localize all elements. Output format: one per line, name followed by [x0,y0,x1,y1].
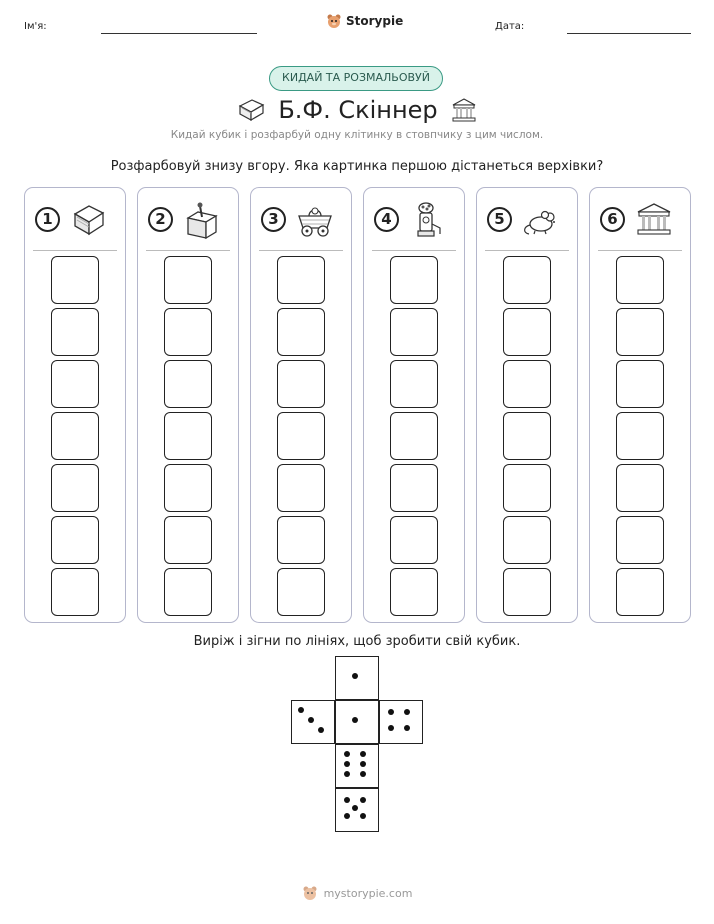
coloring-cell[interactable] [277,308,325,356]
coloring-cell[interactable] [616,568,664,616]
column-number: 1 [35,207,60,232]
column-header [25,188,125,250]
column-divider [146,250,230,251]
coloring-cell[interactable] [390,308,438,356]
coloring-cell[interactable] [390,464,438,512]
column-divider [372,250,456,251]
die-pip [388,725,394,731]
die-pip [344,761,350,767]
coloring-cell[interactable] [164,516,212,564]
date-field-line[interactable] [567,33,691,34]
date-label: Дата: [495,21,525,32]
name-field-line[interactable] [101,33,257,34]
die-pip [344,771,350,777]
die-pip [360,813,366,819]
coloring-cell[interactable] [164,568,212,616]
column-number: 3 [261,207,286,232]
footer [0,885,714,901]
column-divider [598,250,682,251]
coloring-cell[interactable] [51,568,99,616]
coloring-cell[interactable] [277,568,325,616]
die-face-top [335,656,379,700]
column-header [477,188,577,250]
coloring-cell[interactable] [390,412,438,460]
coloring-cell[interactable] [51,360,99,408]
coloring-cell[interactable] [616,516,664,564]
die-face-below-1 [335,744,379,788]
die-pip [344,813,350,819]
coloring-cell[interactable] [277,516,325,564]
university-building-icon [450,96,478,124]
activity-badge: КИДАЙ ТА РОЗМАЛЬОВУЙ [269,66,443,91]
coloring-cell[interactable] [277,360,325,408]
coloring-cell[interactable] [616,412,664,460]
university-building-icon [634,200,674,240]
coloring-cell[interactable] [503,516,551,564]
book-icon [236,96,266,124]
coloring-cell[interactable] [51,256,99,304]
column-1 [24,187,126,623]
column-number: 4 [374,207,399,232]
coloring-cell[interactable] [503,360,551,408]
die-pip [360,761,366,767]
name-label: Ім'я: [24,21,47,32]
footer-url[interactable]: mystorypie.com [323,886,413,900]
die-pip [360,751,366,757]
die-pip [360,797,366,803]
coloring-cell[interactable] [164,412,212,460]
wagon-icon [295,200,335,240]
coloring-cell[interactable] [390,568,438,616]
pellet-dispenser-icon [408,200,448,240]
die-pip [404,709,410,715]
coloring-cell[interactable] [503,464,551,512]
die-pip [308,717,314,723]
die-face-left [291,700,335,744]
cut-instruction: Виріж і зігни по лініях, щоб зробити свій кубик. [193,634,521,649]
coloring-cell[interactable] [164,256,212,304]
die-face-center [335,700,379,744]
coloring-cell[interactable] [616,256,664,304]
die-pip [352,673,358,679]
column-number: 5 [487,207,512,232]
coloring-cell[interactable] [164,360,212,408]
coloring-cell[interactable] [390,360,438,408]
die-pip [318,727,324,733]
coloring-cell[interactable] [164,464,212,512]
coloring-cell[interactable] [390,516,438,564]
coloring-cell[interactable] [277,412,325,460]
coloring-cell[interactable] [503,256,551,304]
die-pip [404,725,410,731]
coloring-cell[interactable] [51,308,99,356]
storypie-mascot-icon [302,885,318,901]
column-divider [33,250,117,251]
die-face-right [379,700,423,744]
column-header [364,188,464,250]
die-pip [388,709,394,715]
column-5 [476,187,578,623]
column-divider [485,250,569,251]
column-divider [259,250,343,251]
coloring-instruction: Розфарбовуй знизу вгору. Яка картинка першою дістанеться верхівки? [110,159,604,174]
coloring-cell[interactable] [51,412,99,460]
title-row [0,90,714,130]
coloring-cell[interactable] [616,308,664,356]
column-4 [363,187,465,623]
coloring-cell[interactable] [503,568,551,616]
die-face-below-2 [335,788,379,832]
column-number: 2 [148,207,173,232]
column-header [590,188,690,250]
column-2 [137,187,239,623]
coloring-cell[interactable] [616,464,664,512]
coloring-cell[interactable] [51,516,99,564]
coloring-cell[interactable] [390,256,438,304]
column-6 [589,187,691,623]
die-pip [344,751,350,757]
brand-name: Storypie [346,14,404,28]
storypie-logo [326,13,403,29]
die-pip [298,707,304,713]
die-pip [360,771,366,777]
die-pip [352,717,358,723]
column-3 [250,187,352,623]
book-icon [69,200,109,240]
die-pip [352,805,358,811]
storypie-mascot-icon [326,13,342,29]
column-header [251,188,351,250]
die-pip [344,797,350,803]
coloring-cell[interactable] [616,360,664,408]
coloring-cell[interactable] [277,256,325,304]
column-header [138,188,238,250]
coloring-cell[interactable] [503,412,551,460]
coloring-cell[interactable] [164,308,212,356]
page-title: Б.Ф. Скіннер [278,96,438,124]
subtitle: Кидай кубик і розфарбуй одну клітинку в стовпчику з цим числом. [170,129,544,141]
coloring-cell[interactable] [51,464,99,512]
coloring-cell[interactable] [277,464,325,512]
column-number: 6 [600,207,625,232]
coloring-cell[interactable] [503,308,551,356]
lever-box-icon [182,200,222,240]
mouse-icon [521,200,561,240]
